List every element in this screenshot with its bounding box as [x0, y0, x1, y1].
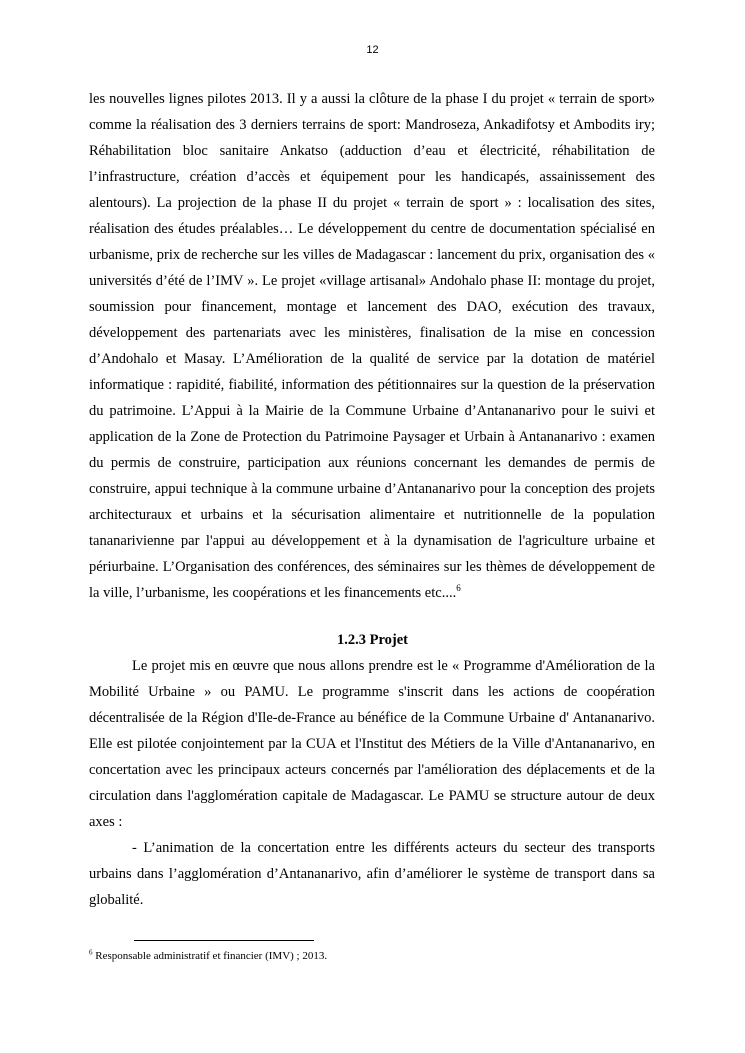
paragraph-1-text: les nouvelles lignes pilotes 2013. Il y a aussi la clôture de la phase I du projet « terrain de sport» comme la réalisation des 3 derniers terrains de sport: Mandroseza, Ankadifotsy et Ambodits iry; Réhabilitation bloc sanitaire Ankatso (adduction d’eau et électricité, réhabilitation de l’infrastructure, création d’accès et équipement pour les handicapés, assainissement des alentours). La projection de la phase II du projet « terrain de sport » : localisation des sites, réalisation des études préalables… Le développement du centre de documentation spécialisé en urbanisme, prix de recherche sur les villes de Madagascar : lancement du prix, organisation des « universités d’été de l’IMV ». Le projet «village artisanal» Andohalo phase II: montage du projet, soumission pour financement, montage et lancement des DAO, exécution des travaux, développement des partenariats avec les ministères, finalisation de la mise en concession d’Andohalo et Masay. L’Amélioration de la qualité de service par la dotation de matériel informatique : rapidité, fiabilité, information des pétitionnaires sur la question de la préservation du patrimoine. L’Appui à la Mairie de la Commune Urbaine d’Antananarivo pour le suivi et application de la Zone de Protection du Patrimoine Paysager et Urbain à Antananarivo : examen du permis de construire, participation aux réunions concernant les demandes de permis de construire, appui technique à la commune urbaine d’Antananarivo pour la conception des projets architecturaux et urbains et la sécurisation alimentaire et nutritionnelle de la population tananarivienne par l'appui au développement et à la dynamisation de l'agriculture urbaine et périurbaine. L’Organisation des conférences, des séminaires sur les thèmes de développement de la ville, l’urbanisme, les coopérations et les financements etc....	[89, 91, 655, 601]
footnote-reference: 6	[456, 583, 461, 594]
page-number: 12	[366, 44, 379, 56]
footnote-separator	[134, 940, 314, 941]
body-paragraph-1	[89, 86, 655, 606]
footnote	[89, 948, 655, 964]
body-paragraphs-section	[89, 653, 655, 913]
body-paragraph-3: - L’animation de la concertation entre les différents acteurs du secteur des transports urbains dans l’agglomération d’Antananarivo, afin d’améliorer le système de transport dans sa globalité.	[89, 840, 655, 908]
footnote-text: Responsable administratif et financier (IMV) ; 2013.	[92, 950, 328, 962]
paragraph-text	[89, 86, 655, 606]
footnote-number: 6	[89, 948, 93, 957]
body-paragraph-2: Le projet mis en œuvre que nous allons prendre est le « Programme d'Amélioration de la Mobilité Urbaine » ou PAMU. Le programme s'inscrit dans les actions de coopération décentralisée de la Région d'Ile-de-France au bénéfice de la Commune Urbaine d' Antananarivo. Elle est pilotée conjointement par la CUA et l'Institut des Métiers de la Ville d'Antananarivo, en concertation avec les principaux acteurs concernés par l'amélioration des déplacements et de la circulation dans l'agglomération capitale de Madagascar. Le PAMU se structure autour de deux axes :	[89, 658, 655, 830]
section-heading: 1.2.3 Projet	[337, 632, 408, 648]
